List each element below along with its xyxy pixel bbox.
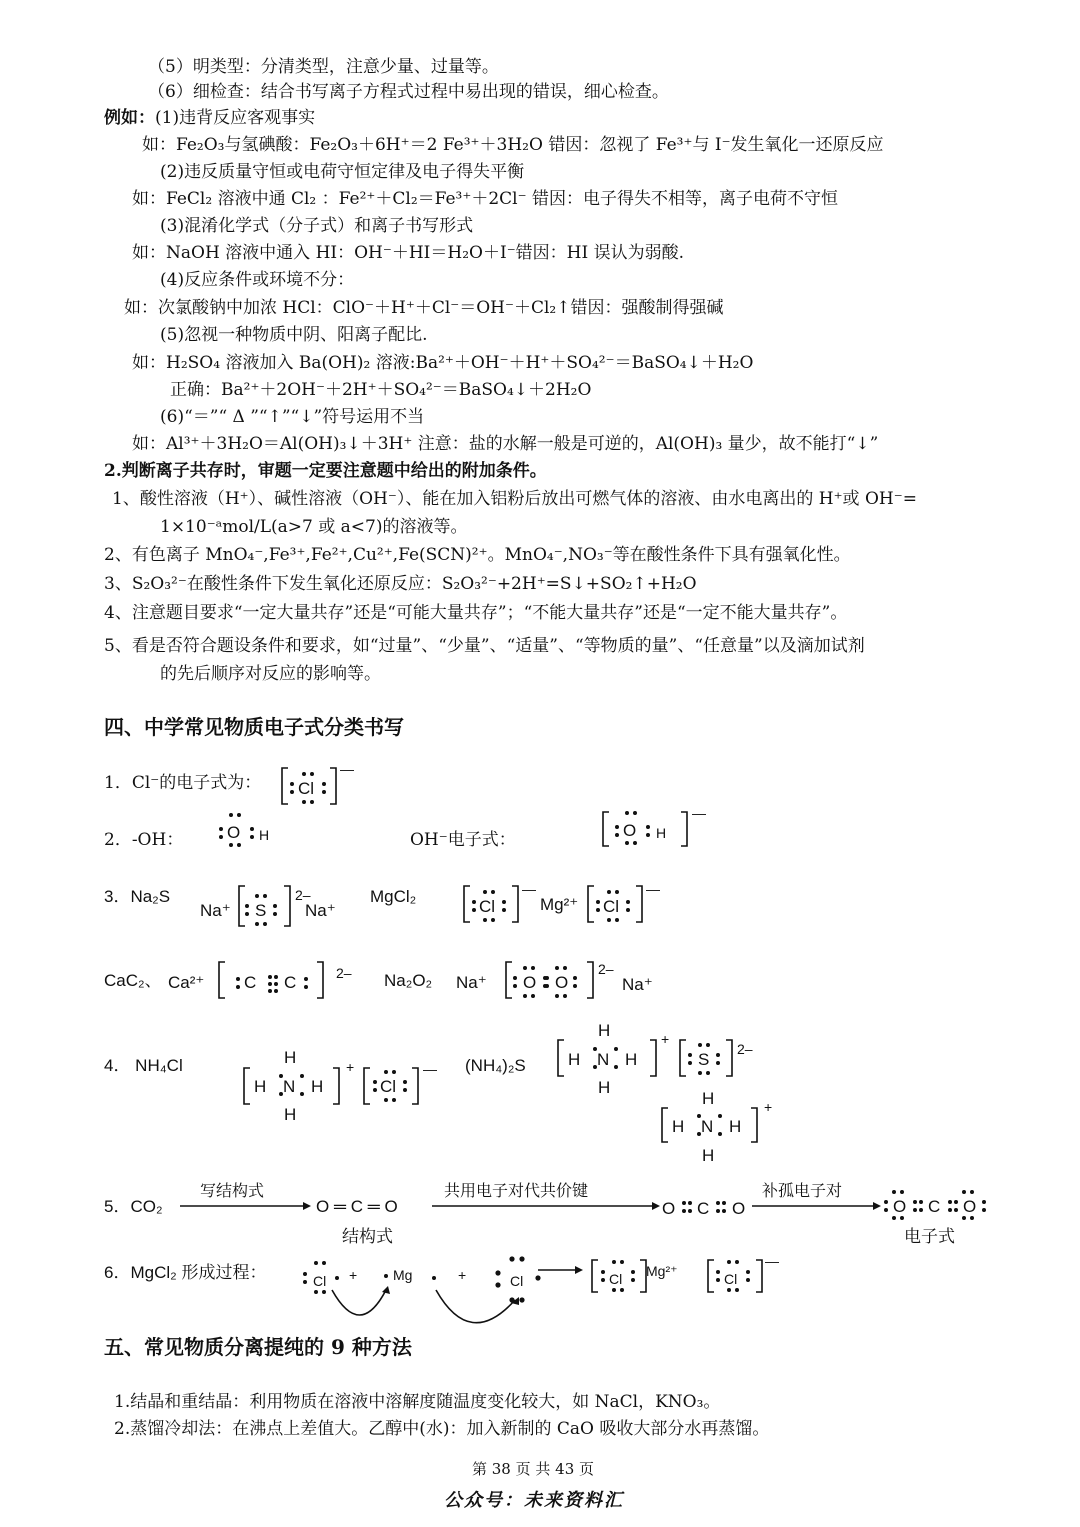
electron-dot bbox=[727, 1260, 731, 1264]
text-line: 如：次氯酸钠中加浓 HCl：ClO⁻＋H⁺＋Cl⁻＝OH⁻＋Cl₂↑错因：强酸制得强碱 bbox=[124, 298, 724, 318]
charge: 2– bbox=[336, 965, 352, 981]
atom-o: O bbox=[662, 1199, 676, 1218]
electron-dot bbox=[245, 912, 249, 916]
example-label: 例如： bbox=[104, 108, 155, 128]
atom-h: H bbox=[284, 1048, 297, 1067]
atom-cl: Cl bbox=[313, 1273, 327, 1289]
text-line: (5)忽视一种物质中阴、阳离子配比. bbox=[160, 325, 428, 345]
bracket-right bbox=[681, 812, 687, 846]
electron-dot bbox=[335, 1276, 339, 1280]
electron-dot bbox=[268, 982, 272, 986]
charge: — bbox=[765, 1253, 779, 1269]
electron-dot bbox=[519, 1297, 524, 1302]
electron-dot bbox=[509, 1256, 514, 1261]
text-line: 的先后顺序对反应的影响等。 bbox=[160, 664, 381, 684]
item-label: OH⁻电子式： bbox=[410, 830, 516, 850]
electron-dot bbox=[614, 1065, 618, 1069]
text-line: 1.结晶和重结晶：利用物质在溶液中溶解度随温度变化较大，如 NaCl，KNO₃。 bbox=[114, 1392, 721, 1412]
plus-sign: + bbox=[349, 1267, 358, 1283]
electron-dot bbox=[373, 1088, 377, 1092]
electron-dot bbox=[513, 984, 517, 988]
electron-dot bbox=[615, 825, 619, 829]
text-line: 2.蒸馏冷却法：在沸点上差值大。乙醇中(水)：加入新制的 CaO 吸收大部分水再蒸馏。 bbox=[114, 1419, 770, 1439]
bracket-left bbox=[239, 886, 245, 926]
electron-dot bbox=[250, 835, 254, 839]
electron-dot bbox=[970, 1190, 974, 1194]
bracket-left bbox=[708, 1260, 714, 1292]
bracket-left bbox=[464, 886, 470, 922]
atom-h: H bbox=[598, 1078, 611, 1097]
item-label: 4． NH₄Cl bbox=[104, 1056, 183, 1075]
charge: — bbox=[423, 1061, 437, 1077]
atom-o: O bbox=[893, 1197, 907, 1216]
atom-o: O bbox=[227, 823, 241, 842]
electron-dot bbox=[884, 1200, 888, 1204]
bracket-left bbox=[219, 962, 225, 998]
bracket-right bbox=[636, 886, 642, 922]
electron-dot bbox=[274, 975, 278, 979]
arrow-head bbox=[303, 1202, 311, 1210]
item-label: MgCl₂ bbox=[370, 887, 417, 906]
atom-h: H bbox=[598, 1021, 611, 1040]
electron-dot bbox=[483, 890, 487, 894]
electron-dot bbox=[263, 894, 267, 898]
electron-dot bbox=[535, 1275, 540, 1280]
electron-dot bbox=[523, 994, 527, 998]
bracket-left bbox=[662, 1108, 668, 1142]
electron-dot bbox=[688, 1201, 692, 1205]
charge: — bbox=[692, 805, 706, 821]
atom-h: H bbox=[672, 1117, 685, 1136]
electron-dot bbox=[596, 900, 600, 904]
electron-dot bbox=[403, 1088, 407, 1092]
bracket-left bbox=[282, 768, 288, 804]
arrow-label: 写结构式 bbox=[200, 1181, 265, 1200]
electron-dot bbox=[722, 1209, 726, 1213]
charge: + bbox=[346, 1059, 355, 1075]
electron-dot bbox=[601, 1278, 605, 1282]
electron-dot bbox=[545, 984, 549, 988]
electron-dot bbox=[555, 966, 559, 970]
electron-dot bbox=[310, 800, 314, 804]
electron-dot bbox=[646, 833, 650, 837]
bracket-left bbox=[680, 1040, 686, 1076]
electron-dot bbox=[716, 1270, 720, 1274]
electron-dot bbox=[646, 825, 650, 829]
item-label: 6．MgCl₂ 形成过程： bbox=[104, 1263, 267, 1282]
electron-dot bbox=[310, 772, 314, 776]
bracket-left bbox=[244, 1068, 250, 1104]
electron-dot bbox=[706, 1071, 710, 1075]
atom-h: H bbox=[284, 1105, 297, 1124]
atom-n: N bbox=[283, 1077, 296, 1096]
atom-cl: Cl bbox=[479, 897, 496, 916]
electron-dot bbox=[716, 1209, 720, 1213]
bracket-right bbox=[650, 1040, 656, 1076]
arrow-head bbox=[382, 1286, 390, 1294]
electron-dot bbox=[716, 1278, 720, 1282]
atom-h: H bbox=[254, 1077, 267, 1096]
atom-h: H bbox=[702, 1146, 715, 1165]
electron-dot bbox=[523, 966, 527, 970]
bracket-right bbox=[284, 886, 290, 926]
page-number: 第 38 页 共 43 页 bbox=[472, 1460, 595, 1478]
text-line: 4、注意题目要求“一定大量共存”还是“可能大量共存”；“不能大量共存”还是“一定不能大量共存”。 bbox=[104, 603, 848, 623]
electron-dot bbox=[716, 1061, 720, 1065]
electron-dot bbox=[304, 985, 308, 989]
electron-dot bbox=[596, 908, 600, 912]
electron-dot bbox=[631, 1278, 635, 1282]
atom-cl: Cl bbox=[298, 779, 315, 798]
electron-dot bbox=[948, 1200, 952, 1204]
electron-dot bbox=[631, 1270, 635, 1274]
arrow-head bbox=[652, 1202, 660, 1210]
atom-s: S bbox=[255, 901, 267, 920]
bracket-left bbox=[603, 812, 609, 846]
text-line: 如：Al³⁺＋3H₂O＝Al(OH)₃↓＋3H⁺ 注意：盐的水解一般是可逆的，Al(OH)₃ 量少，故不能打“↓” bbox=[132, 434, 879, 454]
text-line: (3)混淆化学式（分子式）和离子书写形式 bbox=[160, 216, 474, 236]
charge: — bbox=[340, 761, 354, 777]
charge: — bbox=[522, 881, 536, 897]
electron-dot bbox=[384, 1098, 388, 1102]
electron-dot bbox=[919, 1208, 923, 1212]
electron-dot bbox=[302, 800, 306, 804]
atom-h: H bbox=[625, 1050, 638, 1069]
bracket-right bbox=[512, 886, 518, 922]
electron-dot bbox=[491, 918, 495, 922]
electron-dot bbox=[625, 811, 629, 815]
electron-dot bbox=[219, 827, 223, 831]
bracket-left bbox=[558, 1040, 564, 1076]
text-line: 1×10⁻ᵃmol/L(a>7 或 a<7)的溶液等。 bbox=[160, 517, 468, 537]
electron-dot bbox=[718, 1114, 722, 1118]
atom-o: O bbox=[963, 1197, 977, 1216]
electron-dot bbox=[563, 994, 567, 998]
atom-h: H bbox=[259, 827, 270, 843]
electron-dot bbox=[746, 1278, 750, 1282]
text-line: 如：FeCl₂ 溶液中通 Cl₂ ：Fe²⁺＋Cl₂＝Fe³⁺＋2Cl⁻ 错因：电子得失不相等，离子电荷不守恒 bbox=[132, 189, 838, 209]
electron-dot bbox=[245, 904, 249, 908]
electron-dot bbox=[746, 1270, 750, 1274]
electron-dot bbox=[322, 782, 326, 786]
arrow-head bbox=[873, 1202, 881, 1210]
electron-dot bbox=[698, 1043, 702, 1047]
electron-dot bbox=[483, 918, 487, 922]
electron-dot bbox=[612, 1260, 616, 1264]
brand-watermark: 公众号：未来资料汇 bbox=[444, 1490, 624, 1511]
electron-dot bbox=[304, 977, 308, 981]
electron-dot bbox=[502, 900, 506, 904]
bracket-left bbox=[364, 1068, 370, 1104]
electron-dot bbox=[273, 912, 277, 916]
text-line: 如：NaOH 溶液中通入 HI：OH⁻＋HI＝H₂O＋I⁻错因：HI 误认为弱酸. bbox=[132, 243, 685, 263]
text-line: (4)反应条件或环境不分： bbox=[160, 270, 355, 290]
charge: 2– bbox=[598, 961, 614, 977]
electron-dot bbox=[263, 922, 267, 926]
electron-dot bbox=[229, 813, 233, 817]
electron-dot bbox=[563, 966, 567, 970]
electron-dot bbox=[601, 1270, 605, 1274]
bracket-left bbox=[588, 886, 594, 922]
electron-dot bbox=[273, 904, 277, 908]
charge: + bbox=[661, 1031, 670, 1047]
atom-h: H bbox=[656, 825, 667, 841]
cation: Na⁺ bbox=[622, 975, 653, 994]
electron-dot bbox=[884, 1208, 888, 1212]
electron-dot bbox=[688, 1061, 692, 1065]
curve-arrow bbox=[332, 1290, 386, 1315]
electron-dot bbox=[688, 1209, 692, 1213]
electron-dot bbox=[948, 1208, 952, 1212]
atom-mg: Mg bbox=[393, 1267, 413, 1283]
electron-dot bbox=[472, 908, 476, 912]
electron-dot bbox=[472, 900, 476, 904]
cation: Ca²⁺ bbox=[168, 973, 205, 992]
electron-dot bbox=[403, 1080, 407, 1084]
text-line: 3、S₂O₃²⁻在酸性条件下发生氧化还原反应：S₂O₃²⁻+2H⁺=S↓+SO₂↑+H₂O bbox=[104, 574, 697, 594]
caption: 电子式 bbox=[904, 1227, 955, 1247]
atom-cl: Cl bbox=[724, 1271, 738, 1287]
bracket-right bbox=[317, 962, 323, 998]
electron-dot bbox=[718, 1132, 722, 1136]
electron-dot bbox=[219, 835, 223, 839]
item-label: CaC₂、 bbox=[104, 971, 162, 990]
text-line: 正确：Ba²⁺＋2OH⁻＋2H⁺＋SO₄²⁻＝BaSO₄↓＋2H₂O bbox=[170, 380, 592, 400]
electron-dot bbox=[633, 811, 637, 815]
electron-dot bbox=[615, 918, 619, 922]
electron-dot bbox=[555, 994, 559, 998]
electron-dot bbox=[290, 790, 294, 794]
cation: Mg²⁺ bbox=[646, 1263, 678, 1279]
electron-dot bbox=[698, 1071, 702, 1075]
electron-dot bbox=[531, 966, 535, 970]
text-line: 2、有色离子 MnO₄⁻,Fe³⁺,Fe²⁺,Cu²⁺,Fe(SCN)²⁺。MnO₄⁻,NO₃⁻等在酸性条件下具有强氧化性。 bbox=[104, 545, 851, 565]
electron-dot bbox=[237, 813, 241, 817]
bracket-left bbox=[592, 1260, 598, 1292]
electron-dot bbox=[962, 1190, 966, 1194]
electron-dot bbox=[682, 1201, 686, 1205]
electron-dot bbox=[384, 1274, 388, 1278]
atom-c: C bbox=[697, 1199, 710, 1218]
cation: Na⁺ bbox=[305, 901, 336, 920]
item-label: Na₂O₂ bbox=[384, 971, 433, 990]
bracket-left bbox=[506, 962, 512, 998]
atom-o: O bbox=[555, 973, 569, 992]
bracket-right bbox=[756, 1260, 762, 1292]
text-line-part: (1)违背反应客观事实 bbox=[155, 108, 316, 128]
electron-dot bbox=[982, 1208, 986, 1212]
electron-dot bbox=[509, 1297, 514, 1302]
atom-cl: Cl bbox=[603, 897, 620, 916]
electron-dot bbox=[303, 1280, 307, 1284]
electron-dot bbox=[620, 1260, 624, 1264]
curve-arrow bbox=[436, 1290, 515, 1323]
atom-cl: Cl bbox=[380, 1077, 397, 1096]
electron-dot bbox=[491, 890, 495, 894]
electron-dot bbox=[706, 1043, 710, 1047]
atom-cl: Cl bbox=[510, 1273, 524, 1289]
atom-c: C bbox=[244, 973, 257, 992]
electron-dot bbox=[495, 1270, 500, 1275]
atom-n: N bbox=[701, 1117, 714, 1136]
electron-dot bbox=[322, 1261, 326, 1265]
electron-dot bbox=[322, 790, 326, 794]
text-line: 如：Fe₂O₃与氢碘酸：Fe₂O₃＋6H⁺＝2 Fe³⁺＋3H₂O 错因：忽视了 Fe³⁺与 I⁻发生氧化一还原反应 bbox=[142, 135, 884, 155]
item-label: 2．-OH： bbox=[104, 830, 184, 850]
electron-dot bbox=[236, 985, 240, 989]
electron-dot bbox=[892, 1190, 896, 1194]
arrow-head bbox=[575, 1266, 583, 1274]
text-line: （5）明类型：分清类型，注意少量、过量等。 bbox=[148, 57, 499, 77]
item-label: (NH₄)₂S bbox=[465, 1056, 526, 1075]
charge: — bbox=[646, 881, 660, 897]
electron-dot bbox=[626, 900, 630, 904]
electron-dot bbox=[913, 1200, 917, 1204]
atom-o: O bbox=[732, 1199, 746, 1218]
arrow-label: 补孤电子对 bbox=[762, 1181, 843, 1200]
electron-dot bbox=[268, 975, 272, 979]
item-label: 3．Na₂S bbox=[104, 887, 171, 906]
electron-dot bbox=[373, 1080, 377, 1084]
electron-dot bbox=[392, 1098, 396, 1102]
electron-dot bbox=[268, 989, 272, 993]
electron-dot bbox=[615, 890, 619, 894]
charge: 2– bbox=[737, 1041, 753, 1057]
electron-dot bbox=[495, 1282, 500, 1287]
electron-dot bbox=[432, 1276, 436, 1280]
electron-dot bbox=[913, 1208, 917, 1212]
atom-o: O bbox=[523, 973, 537, 992]
electron-dot bbox=[682, 1209, 686, 1213]
electron-dot bbox=[688, 1053, 692, 1057]
bracket-right bbox=[412, 1068, 418, 1104]
cation: Na⁺ bbox=[200, 901, 231, 920]
electron-dot bbox=[300, 1074, 304, 1078]
charge: 2– bbox=[295, 887, 311, 903]
atom-s: S bbox=[698, 1050, 710, 1069]
electron-dot bbox=[300, 1092, 304, 1096]
electron-dot bbox=[614, 1047, 618, 1051]
electron-dot bbox=[303, 1272, 307, 1276]
electron-dot bbox=[255, 922, 259, 926]
section-title: 四、中学常见物质电子式分类书写 bbox=[104, 715, 404, 739]
text-line: 1、酸性溶液（H⁺）、碱性溶液（OH⁻）、能在加入铝粉后放出可燃气体的溶液、由水电离出的 H⁺或 OH⁻= bbox=[112, 489, 917, 509]
atom-cl: Cl bbox=[609, 1271, 623, 1287]
electron-dot bbox=[607, 890, 611, 894]
cation: Mg²⁺ bbox=[540, 895, 579, 914]
plus-sign: + bbox=[458, 1267, 467, 1283]
electron-dot bbox=[274, 989, 278, 993]
atom-c: C bbox=[928, 1197, 941, 1216]
electron-dot bbox=[735, 1260, 739, 1264]
electron-dot bbox=[545, 976, 549, 980]
atom-o: O bbox=[623, 821, 637, 840]
text-line: (6)“＝”“ Δ ”“↑”“↓”符号运用不当 bbox=[160, 407, 425, 427]
charge: + bbox=[764, 1099, 773, 1115]
electron-dot bbox=[314, 1261, 318, 1265]
item-label: 1．Cl⁻的电子式为： bbox=[104, 773, 262, 793]
electron-dot bbox=[607, 918, 611, 922]
text-line: 5、看是否符合题设条件和要求，如“过量”、“少量”、“适量”、“等物质的量”、“任意量”以及滴加试剂 bbox=[104, 636, 865, 656]
electron-dot bbox=[274, 982, 278, 986]
electron-dot bbox=[615, 833, 619, 837]
electron-dot bbox=[236, 977, 240, 981]
structure-formula: O ═ C ═ O bbox=[316, 1197, 398, 1216]
atom-h: H bbox=[729, 1117, 742, 1136]
electron-dot bbox=[255, 894, 259, 898]
text-line: (2)违反质量守恒或电荷守恒定律及电子得失平衡 bbox=[160, 162, 525, 182]
electron-dot bbox=[716, 1053, 720, 1057]
subheading: 2.判断离子共存时，审题一定要注意题中给出的附加条件。 bbox=[104, 461, 547, 481]
bracket-right bbox=[726, 1040, 732, 1076]
section-title: 五、常见物质分离提纯的 9 种方法 bbox=[104, 1335, 412, 1359]
electron-dot bbox=[573, 976, 577, 980]
bracket-right bbox=[751, 1108, 757, 1142]
electron-dot bbox=[954, 1208, 958, 1212]
electron-dot bbox=[626, 908, 630, 912]
atom-h: H bbox=[311, 1077, 324, 1096]
caption: 结构式 bbox=[342, 1227, 393, 1247]
bracket-right bbox=[587, 962, 593, 998]
atom-h: H bbox=[702, 1089, 715, 1108]
electron-dot bbox=[384, 1070, 388, 1074]
text-line: （6）细检查：结合书写离子方程式过程中易出现的错误，细心检查。 bbox=[148, 82, 669, 102]
arrow-label: 共用电子对代共价键 bbox=[444, 1181, 589, 1200]
atom-h: H bbox=[568, 1050, 581, 1069]
electron-dot bbox=[302, 772, 306, 776]
electron-dot bbox=[250, 827, 254, 831]
electron-dot bbox=[290, 782, 294, 786]
electron-dot bbox=[502, 908, 506, 912]
electron-dot bbox=[519, 1256, 524, 1261]
electron-dot bbox=[392, 1070, 396, 1074]
electron-dot bbox=[716, 1201, 720, 1205]
text-line: 如：H₂SO₄ 溶液加入 Ba(OH)₂ 溶液:Ba²⁺＋OH⁻＋H⁺＋SO₄²⁻＝BaSO₄↓＋H₂O bbox=[132, 353, 754, 373]
electron-dot bbox=[900, 1190, 904, 1194]
item-label: 5．CO₂ bbox=[104, 1197, 163, 1216]
electron-dot bbox=[919, 1200, 923, 1204]
electron-dot bbox=[573, 984, 577, 988]
electron-dot bbox=[513, 976, 517, 980]
electron-dot bbox=[954, 1200, 958, 1204]
atom-c: C bbox=[284, 973, 297, 992]
electron-dot bbox=[531, 994, 535, 998]
bracket-right bbox=[333, 1068, 339, 1104]
electron-dot bbox=[982, 1200, 986, 1204]
atom-n: N bbox=[597, 1050, 610, 1069]
cation: Na⁺ bbox=[456, 973, 487, 992]
bracket-right bbox=[330, 768, 336, 804]
electron-dot bbox=[722, 1201, 726, 1205]
